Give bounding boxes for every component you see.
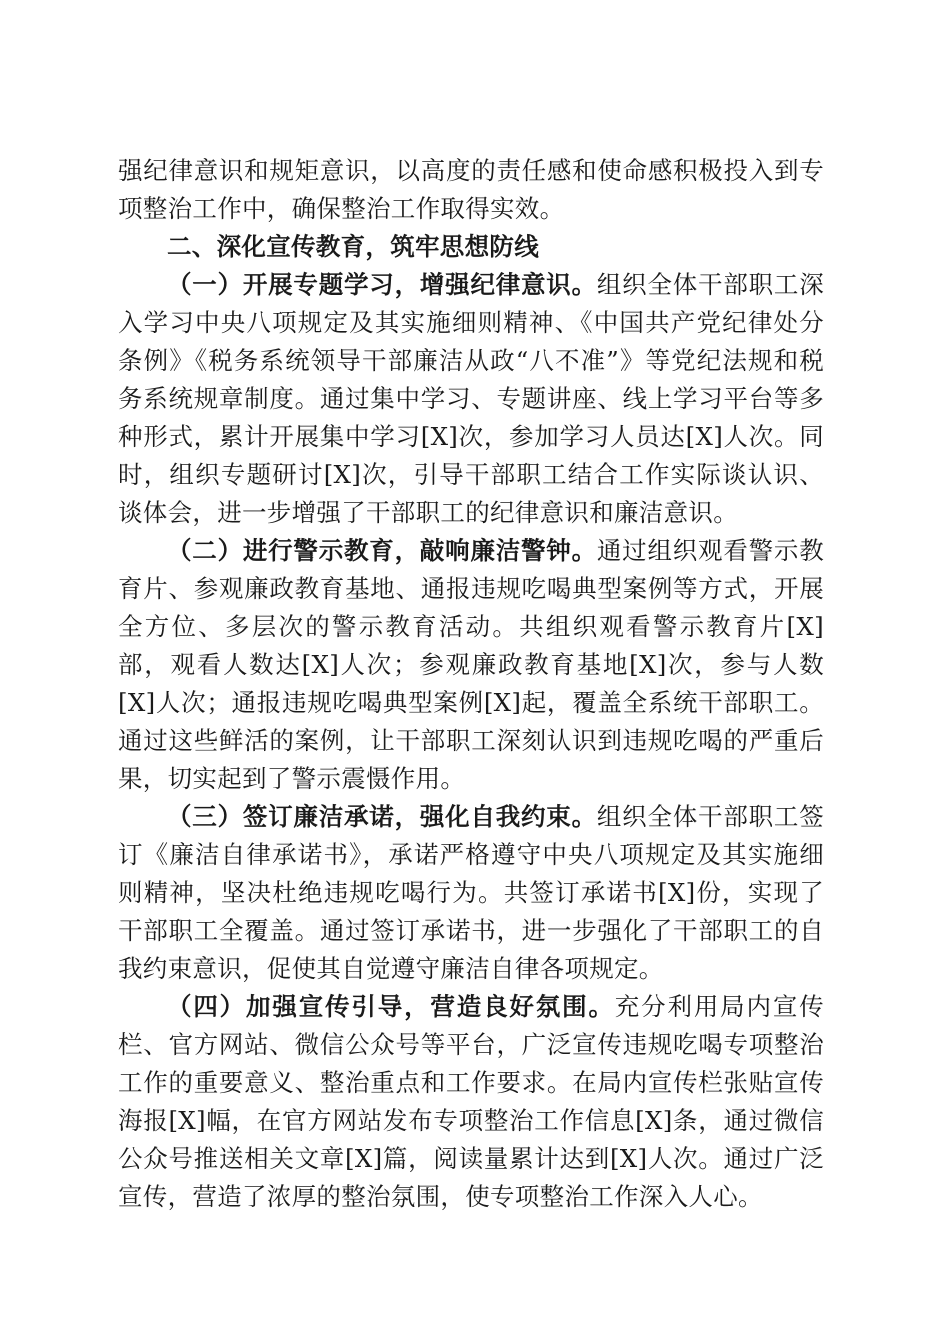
paragraph-item-3 [118, 798, 824, 988]
item-4-title: （四）加强宣传引导，营造良好氛围。 [167, 992, 615, 1021]
paragraph-continuation: 强纪律意识和规矩意识，以高度的责任感和使命感积极投入到专项整治工作中，确保整治工作取得实效。 [118, 156, 824, 223]
paragraph-item-2 [118, 532, 824, 798]
item-3-title: （三）签订廉洁承诺，强化自我约束。 [167, 802, 597, 831]
section-heading: 二、深化宣传教育，筑牢思想防线 [167, 232, 539, 261]
item-2-body: 通过组织观看警示教育片、参观廉政教育基地、通报违规吃喝典型案例等方式，开展全方位、多层次的警示教育活动。共组织观看警示教育片[X]部，观看人数达[X]人次；参观廉政教育基地[X]次，参与人数[X]人次；通报违规吃喝典型案例[X]起，覆盖全系统干部职工。通过这些鲜活的案例，让干部职工深刻认识到违规吃喝的严重后果，切实起到了警示震慑作用。 [118, 536, 824, 793]
item-3-body: 组织全体干部职工签订《廉洁自律承诺书》，承诺严格遵守中央八项规定及其实施细则精神，坚决杜绝违规吃喝行为。共签订承诺书[X]份，实现了干部职工全覆盖。通过签订承诺书，进一步强化了干部职工的自我约束意识，促使其自觉遵守廉洁自律各项规定。 [118, 802, 824, 983]
paragraph-item-1 [118, 266, 824, 532]
item-1-title: （一）开展专题学习，增强纪律意识。 [167, 270, 597, 299]
paragraph-item-4 [118, 988, 824, 1216]
item-1-body: 组织全体干部职工深入学习中央八项规定及其实施细则精神、《中国共产党纪律处分条例》《税务系统领导干部廉洁从政“八不准”》等党纪法规和税务系统规章制度。通过集中学习、专题讲座、线上学习平台等多种形式，累计开展集中学习[X]次，参加学习人员达[X]人次。同时，组织专题研讨[X]次，引导干部职工结合工作实际谈认识、谈体会，进一步增强了干部职工的纪律意识和廉洁意识。 [118, 270, 824, 527]
document-body [118, 152, 824, 1216]
item-2-title: （二）进行警示教育，敲响廉洁警钟。 [167, 536, 597, 565]
item-4-body: 充分利用局内宣传栏、官方网站、微信公众号等平台，广泛宣传违规吃喝专项整治工作的重要意义、整治重点和工作要求。在局内宣传栏张贴宣传海报[X]幅，在官方网站发布专项整治工作信息[X]条，通过微信公众号推送相关文章[X]篇，阅读量累计达到[X]人次。通过广泛宣传，营造了浓厚的整治氛围，使专项整治工作深入人心。 [118, 992, 824, 1211]
